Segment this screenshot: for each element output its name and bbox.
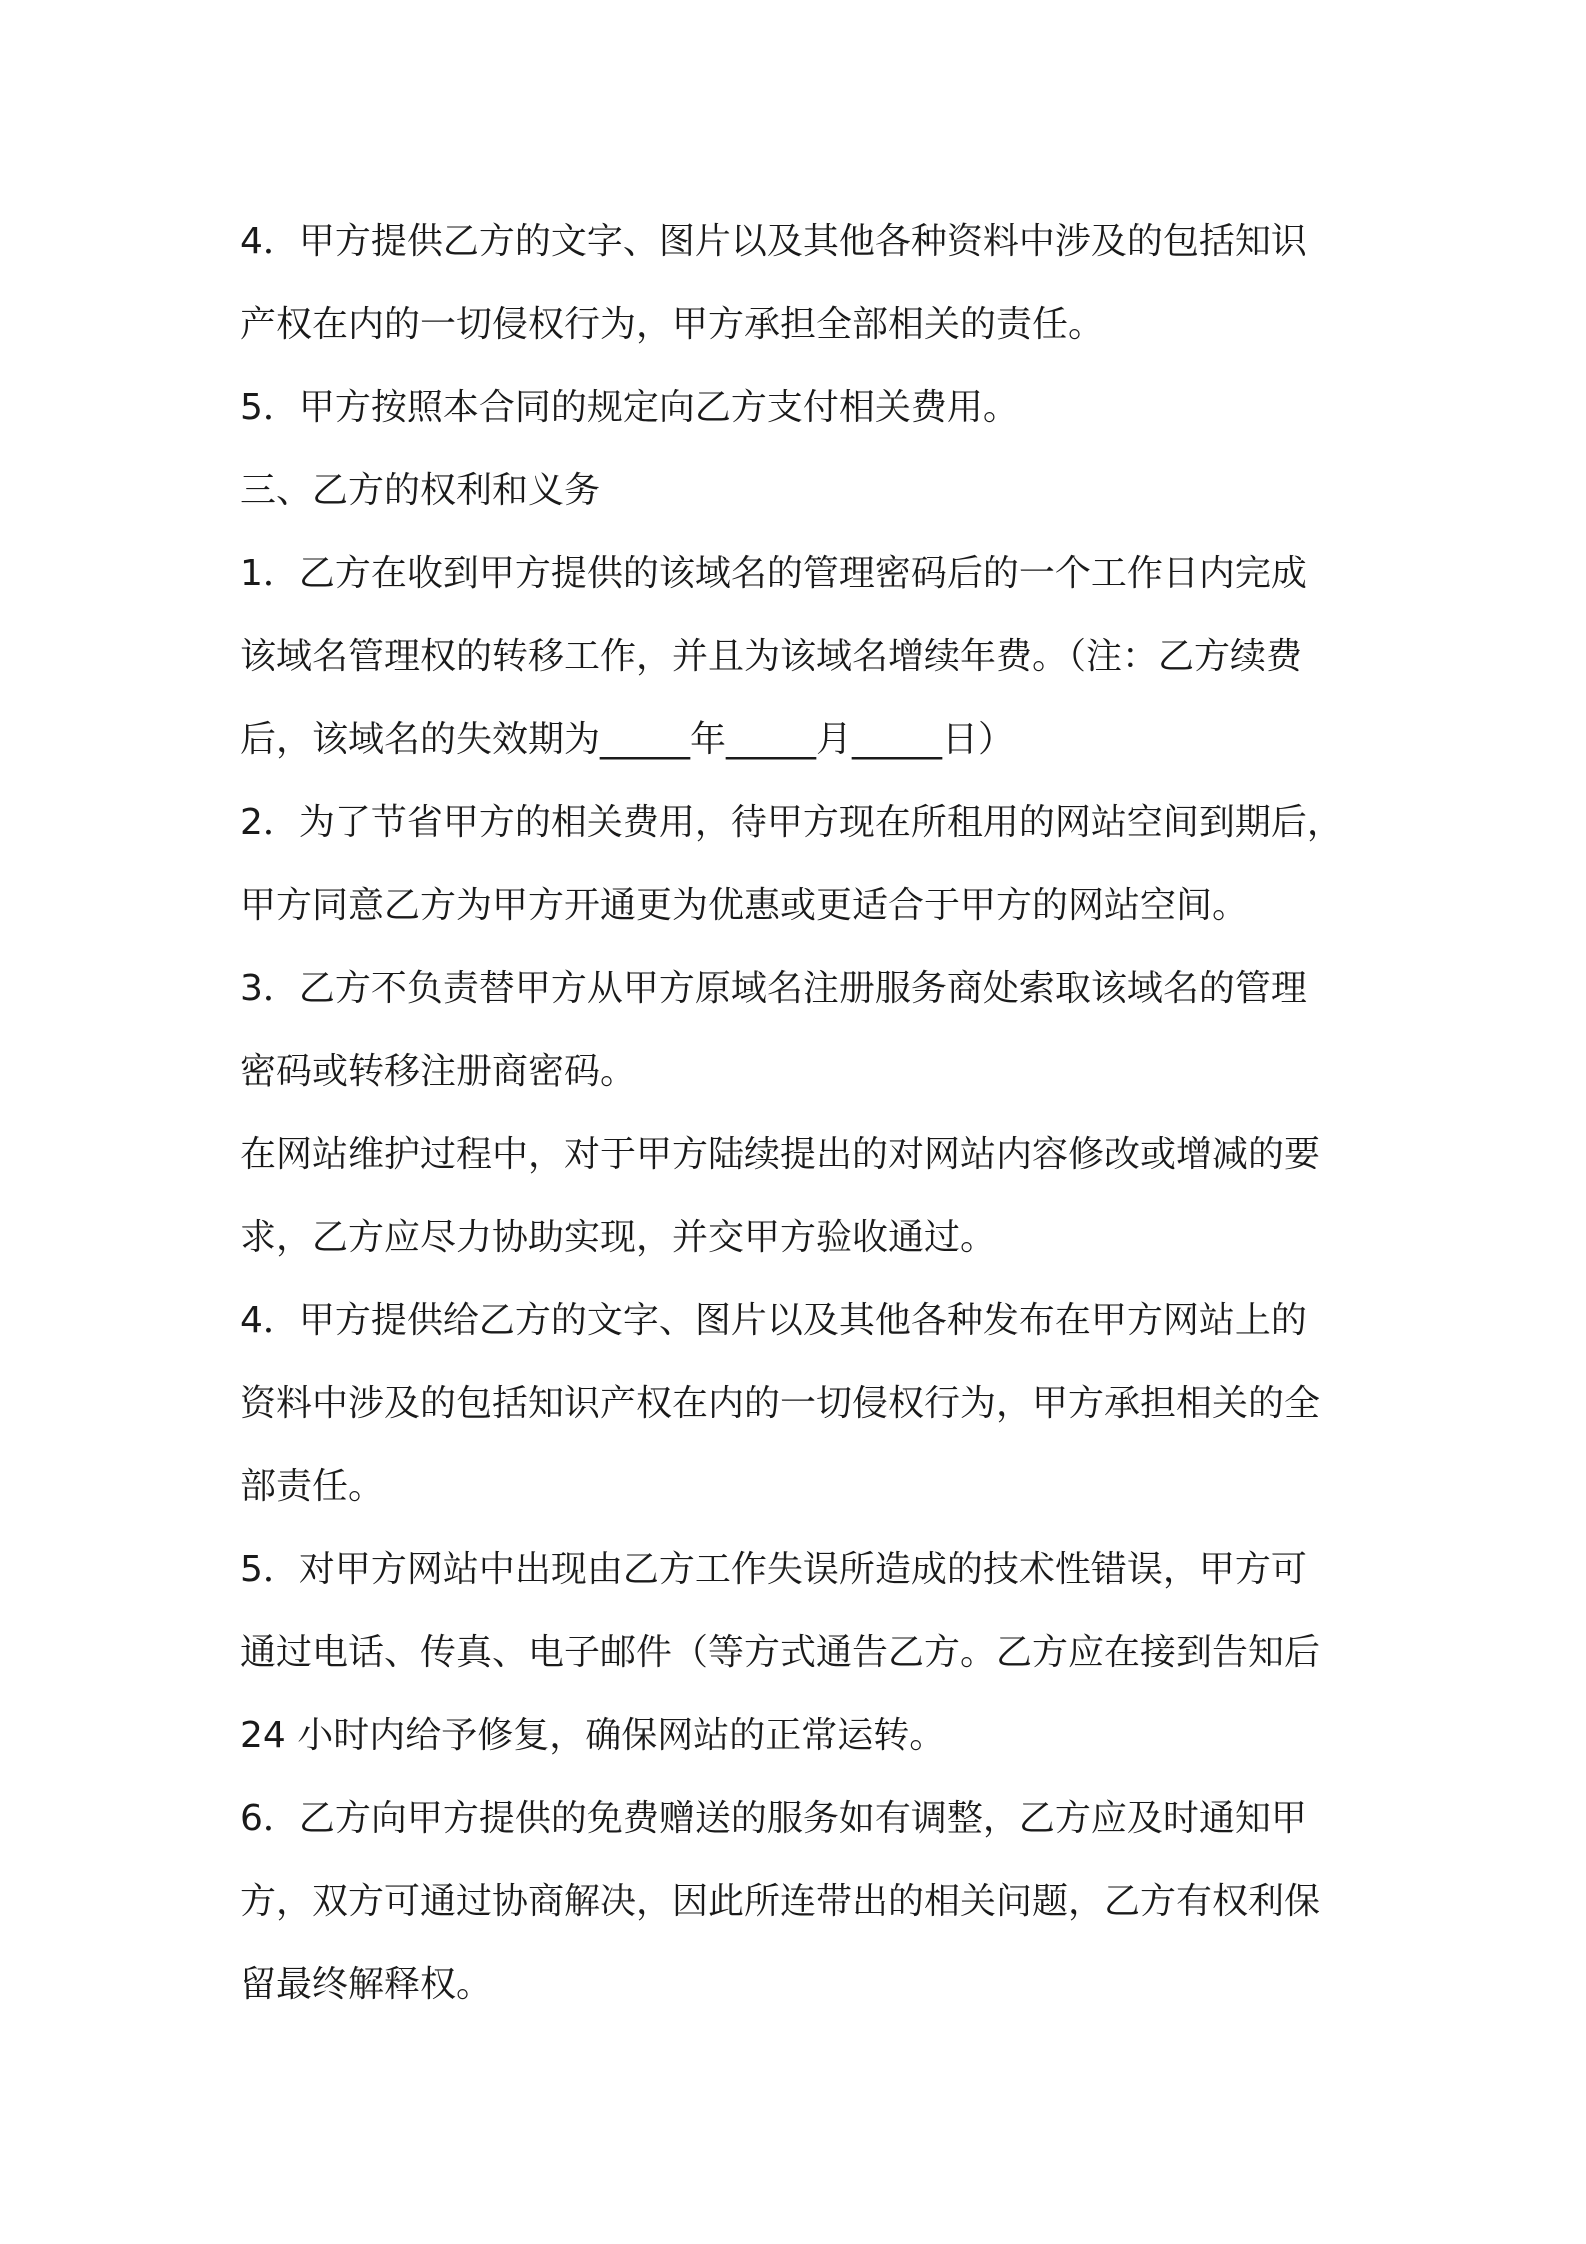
text-line: 求，乙方应尽力协助实现，并交甲方验收通过。 [240, 1217, 997, 1258]
clause-party-b-4 [240, 1279, 1360, 1528]
text-line: 1．乙方在收到甲方提供的该域名的管理密码后的一个工作日内完成 [240, 553, 1307, 594]
text-line: 该域名管理权的转移工作，并且为该域名增续年费。（注：乙方续费 [240, 636, 1303, 677]
section-heading: 三、乙方的权利和义务 [240, 470, 601, 511]
text-line: 部责任。 [240, 1466, 385, 1507]
text-line: 甲方同意乙方为甲方开通更为优惠或更适合于甲方的网站空间。 [240, 885, 1249, 926]
text-line: 产权在内的一切侵权行为，甲方承担全部相关的责任。 [240, 304, 1105, 345]
text-line: 6．乙方向甲方提供的免费赠送的服务如有调整，乙方应及时通知甲 [240, 1798, 1307, 1839]
text-line: 方，双方可通过协商解决，因此所连带出的相关问题，乙方有权利保 [240, 1881, 1321, 1922]
clause-party-b-6 [240, 1777, 1360, 2026]
clause-party-b-3 [240, 947, 1360, 1113]
clause-maintenance [240, 1113, 1360, 1279]
text-line: 后，该域名的失效期为_____年_____月_____日） [240, 719, 1015, 760]
clause-party-a-4 [240, 200, 1360, 366]
document-body [240, 200, 1360, 2026]
text-line: 4．甲方提供给乙方的文字、图片以及其他各种发布在甲方网站上的 [240, 1300, 1307, 1341]
text-line: 24 小时内给予修复，确保网站的正常运转。 [240, 1715, 946, 1756]
clause-party-b-2 [240, 781, 1360, 947]
text-line: 5．对甲方网站中出现由乙方工作失误所造成的技术性错误，甲方可 [240, 1549, 1307, 1590]
clause-party-a-5 [240, 366, 1360, 449]
text-line: 留最终解释权。 [240, 1964, 493, 2005]
text-line: 资料中涉及的包括知识产权在内的一切侵权行为，甲方承担相关的全 [240, 1383, 1321, 1424]
text-line: 在网站维护过程中，对于甲方陆续提出的对网站内容修改或增减的要 [240, 1134, 1321, 1175]
text-line: 5．甲方按照本合同的规定向乙方支付相关费用。 [240, 387, 1019, 428]
clause-party-b-5 [240, 1528, 1360, 1777]
text-line: 2．为了节省甲方的相关费用，待甲方现在所租用的网站空间到期后， [240, 802, 1343, 843]
section-heading-party-b [240, 449, 1360, 532]
text-line: 3．乙方不负责替甲方从甲方原域名注册服务商处索取该域名的管理 [240, 968, 1307, 1009]
text-line: 通过电话、传真、电子邮件（等方式通告乙方。乙方应在接到告知后 [240, 1632, 1321, 1673]
clause-party-b-1 [240, 532, 1360, 781]
text-line: 密码或转移注册商密码。 [240, 1051, 637, 1092]
text-line: 4．甲方提供乙方的文字、图片以及其他各种资料中涉及的包括知识 [240, 221, 1307, 262]
